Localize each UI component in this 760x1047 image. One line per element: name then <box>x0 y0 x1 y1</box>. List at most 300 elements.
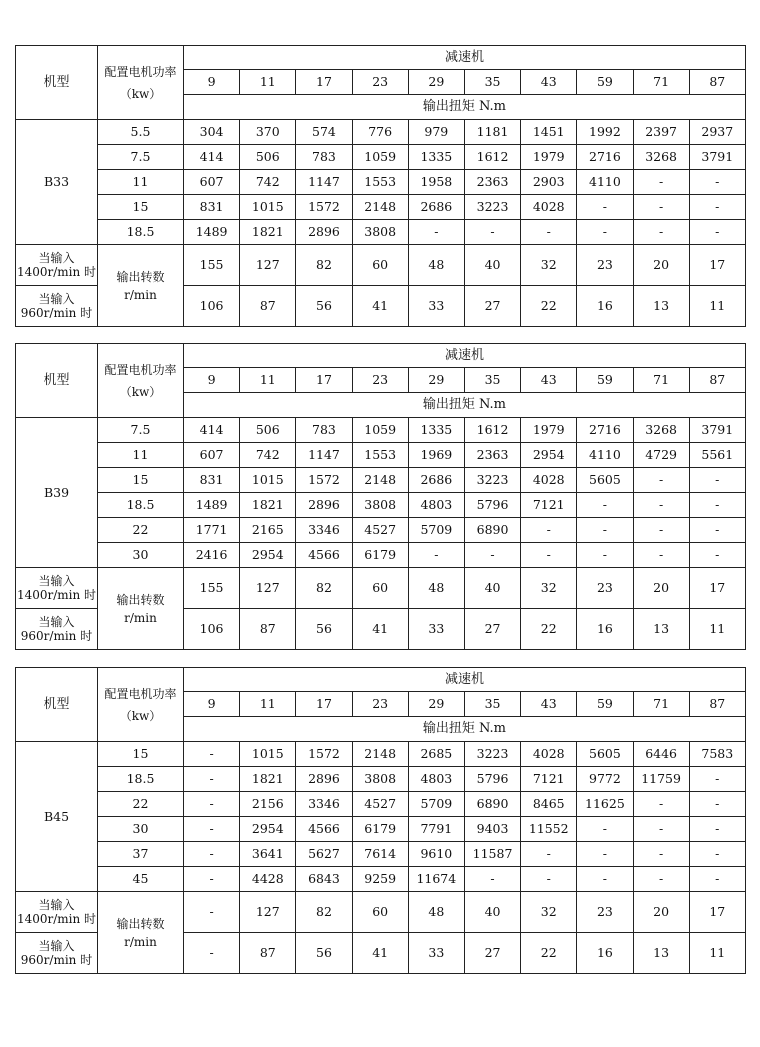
ratio-cell: 43 <box>521 70 577 95</box>
speed-value: 48 <box>408 245 464 286</box>
table-row <box>16 468 746 493</box>
speed-header <box>98 892 184 974</box>
torque-value: 6446 <box>633 742 689 767</box>
ratio-cell: 9 <box>184 70 240 95</box>
torque-value: 1015 <box>240 742 296 767</box>
torque-header: 输出扭矩 N.m <box>184 95 746 120</box>
torque-value: - <box>521 220 577 245</box>
torque-value: - <box>633 518 689 543</box>
torque-value: 5709 <box>408 518 464 543</box>
torque-value: 4110 <box>577 443 633 468</box>
ratio-cell: 35 <box>464 692 520 717</box>
torque-value: 2148 <box>352 468 408 493</box>
ratio-cell: 29 <box>408 70 464 95</box>
torque-value: - <box>633 468 689 493</box>
speed-value: 127 <box>240 245 296 286</box>
torque-value: 5605 <box>577 742 633 767</box>
torque-value: 2685 <box>408 742 464 767</box>
ratio-cell: 71 <box>633 692 689 717</box>
speed-value: 32 <box>521 892 577 933</box>
input-960-label: 当输入960r/min 时 <box>16 286 98 327</box>
reducer-header: 减速机 <box>184 344 746 368</box>
torque-value: 4527 <box>352 792 408 817</box>
torque-value: 742 <box>240 443 296 468</box>
speed-value: 17 <box>689 892 745 933</box>
table-row <box>16 443 746 468</box>
speed-value: 82 <box>296 568 352 609</box>
speed-value: 22 <box>521 933 577 974</box>
input-960-label: 当输入960r/min 时 <box>16 933 98 974</box>
torque-value: 414 <box>184 418 240 443</box>
speed-value: 48 <box>408 892 464 933</box>
ratio-cell: 43 <box>521 368 577 393</box>
motor-power-label: 配置电机功率 <box>104 686 177 701</box>
speed-value: 11 <box>689 286 745 327</box>
torque-value: 9403 <box>464 817 520 842</box>
motor-power: 37 <box>98 842 184 867</box>
torque-value: 1015 <box>240 195 296 220</box>
torque-value: 5709 <box>408 792 464 817</box>
speed-value: 106 <box>184 286 240 327</box>
torque-value: 831 <box>184 195 240 220</box>
torque-value: 2716 <box>577 418 633 443</box>
torque-value: 1572 <box>296 742 352 767</box>
torque-value: 607 <box>184 170 240 195</box>
speed-header <box>98 568 184 650</box>
motor-power-header <box>98 668 184 742</box>
torque-value: 7614 <box>352 842 408 867</box>
speed-value: 127 <box>240 568 296 609</box>
torque-value: 1451 <box>521 120 577 145</box>
spec-table-b45 <box>15 667 746 974</box>
motor-power: 30 <box>98 543 184 568</box>
spec-table-b33 <box>15 45 746 327</box>
torque-value: - <box>633 792 689 817</box>
speed-value: 20 <box>633 245 689 286</box>
torque-value: 2363 <box>464 443 520 468</box>
torque-value: 3223 <box>464 195 520 220</box>
torque-value: 3346 <box>296 518 352 543</box>
torque-value: 9772 <box>577 767 633 792</box>
model-name: B39 <box>16 418 98 568</box>
torque-value: 1612 <box>464 145 520 170</box>
ratio-cell: 59 <box>577 70 633 95</box>
torque-value: - <box>689 220 745 245</box>
torque-value: 783 <box>296 418 352 443</box>
ratio-cell: 71 <box>633 70 689 95</box>
speed-value: 33 <box>408 609 464 650</box>
ratio-cell: 35 <box>464 368 520 393</box>
model-header: 机型 <box>16 668 98 742</box>
torque-value: 1612 <box>464 418 520 443</box>
torque-value: 4729 <box>633 443 689 468</box>
torque-value: 1821 <box>240 767 296 792</box>
speed-value: 11 <box>689 933 745 974</box>
torque-value: - <box>464 867 520 892</box>
reducer-header: 减速机 <box>184 668 746 692</box>
ratio-cell: 11 <box>240 368 296 393</box>
torque-value: - <box>689 170 745 195</box>
torque-value: 2165 <box>240 518 296 543</box>
torque-value: 1992 <box>577 120 633 145</box>
torque-value: - <box>184 817 240 842</box>
torque-value: 9610 <box>408 842 464 867</box>
torque-value: - <box>577 867 633 892</box>
ratio-cell: 29 <box>408 692 464 717</box>
spec-table-b39 <box>15 343 746 650</box>
speed-value: 23 <box>577 892 633 933</box>
torque-value: 6890 <box>464 518 520 543</box>
speed-value: 16 <box>577 609 633 650</box>
input-1400-label: 当输入1400r/min 时 <box>16 892 98 933</box>
torque-value: - <box>577 220 633 245</box>
torque-header: 输出扭矩 N.m <box>184 393 746 418</box>
model-name: B45 <box>16 742 98 892</box>
torque-value: - <box>464 220 520 245</box>
torque-value: 2686 <box>408 468 464 493</box>
ratio-cell: 59 <box>577 368 633 393</box>
speed-value: 22 <box>521 609 577 650</box>
torque-value: 304 <box>184 120 240 145</box>
speed-value: 13 <box>633 609 689 650</box>
speed-value: 87 <box>240 933 296 974</box>
ratio-cell: 17 <box>296 692 352 717</box>
torque-value: - <box>689 468 745 493</box>
speed-value: - <box>184 933 240 974</box>
motor-power: 45 <box>98 867 184 892</box>
torque-value: 2148 <box>352 195 408 220</box>
speed-value: 127 <box>240 892 296 933</box>
speed-value: 60 <box>352 892 408 933</box>
motor-power: 5.5 <box>98 120 184 145</box>
torque-value: 2896 <box>296 220 352 245</box>
torque-value: - <box>633 842 689 867</box>
torque-value: 1489 <box>184 220 240 245</box>
torque-value: 11587 <box>464 842 520 867</box>
speed-row-1400 <box>16 892 746 933</box>
speed-value: 106 <box>184 609 240 650</box>
table-row <box>16 145 746 170</box>
torque-value: - <box>633 493 689 518</box>
torque-value: - <box>577 817 633 842</box>
speed-value: 16 <box>577 286 633 327</box>
torque-value: 4566 <box>296 817 352 842</box>
table-row <box>16 742 746 767</box>
speed-value: 23 <box>577 568 633 609</box>
torque-value: 506 <box>240 418 296 443</box>
torque-value: 2416 <box>184 543 240 568</box>
torque-value: 7121 <box>521 493 577 518</box>
torque-value: 1015 <box>240 468 296 493</box>
torque-value: 1335 <box>408 418 464 443</box>
torque-value: 2896 <box>296 767 352 792</box>
speed-value: 41 <box>352 933 408 974</box>
table-row <box>16 418 746 443</box>
torque-value: 2156 <box>240 792 296 817</box>
torque-value: - <box>184 842 240 867</box>
input-960-label: 当输入960r/min 时 <box>16 609 98 650</box>
torque-value: 5605 <box>577 468 633 493</box>
motor-power: 30 <box>98 817 184 842</box>
torque-value: 4803 <box>408 493 464 518</box>
torque-value: 3268 <box>633 145 689 170</box>
torque-value: 1147 <box>296 443 352 468</box>
ratio-cell: 9 <box>184 692 240 717</box>
torque-value: 2954 <box>240 543 296 568</box>
header-row <box>16 46 746 70</box>
torque-value: 1489 <box>184 493 240 518</box>
torque-value: - <box>464 543 520 568</box>
torque-value: 506 <box>240 145 296 170</box>
torque-value: 4028 <box>521 742 577 767</box>
motor-power: 11 <box>98 443 184 468</box>
table-row <box>16 220 746 245</box>
torque-value: 1553 <box>352 443 408 468</box>
torque-value: 4028 <box>521 468 577 493</box>
torque-value: 11674 <box>408 867 464 892</box>
speed-value: 13 <box>633 286 689 327</box>
torque-value: 3223 <box>464 742 520 767</box>
torque-value: 2148 <box>352 742 408 767</box>
torque-value: 5796 <box>464 767 520 792</box>
table-row <box>16 792 746 817</box>
reducer-header: 减速机 <box>184 46 746 70</box>
motor-power-label: 配置电机功率 <box>104 362 177 377</box>
ratio-cell: 35 <box>464 70 520 95</box>
speed-value: 40 <box>464 245 520 286</box>
model-name: B33 <box>16 120 98 245</box>
torque-value: - <box>689 493 745 518</box>
motor-power-unit: （kw） <box>119 384 162 399</box>
speed-value: 41 <box>352 609 408 650</box>
table-row <box>16 767 746 792</box>
header-row <box>16 344 746 368</box>
torque-value: 4527 <box>352 518 408 543</box>
torque-value: 3791 <box>689 145 745 170</box>
ratio-cell: 87 <box>689 368 745 393</box>
ratio-cell: 23 <box>352 70 408 95</box>
input-1400-label: 当输入1400r/min 时 <box>16 568 98 609</box>
torque-value: - <box>689 767 745 792</box>
motor-power: 18.5 <box>98 493 184 518</box>
torque-value: 1147 <box>296 170 352 195</box>
torque-value: 2397 <box>633 120 689 145</box>
torque-value: 4566 <box>296 543 352 568</box>
speed-value: 82 <box>296 892 352 933</box>
torque-value: - <box>521 842 577 867</box>
table-row <box>16 493 746 518</box>
speed-label: 输出转数 <box>116 269 165 284</box>
ratio-cell: 17 <box>296 368 352 393</box>
torque-value: 1821 <box>240 493 296 518</box>
torque-value: 3641 <box>240 842 296 867</box>
torque-value: 3346 <box>296 792 352 817</box>
speed-value: 27 <box>464 286 520 327</box>
table-row <box>16 195 746 220</box>
torque-value: 3808 <box>352 220 408 245</box>
torque-value: - <box>633 195 689 220</box>
torque-value: 1771 <box>184 518 240 543</box>
torque-value: - <box>577 518 633 543</box>
ratio-cell: 29 <box>408 368 464 393</box>
torque-value: 11759 <box>633 767 689 792</box>
torque-value: - <box>577 543 633 568</box>
torque-value: 3791 <box>689 418 745 443</box>
torque-value: 2903 <box>521 170 577 195</box>
torque-value: 7583 <box>689 742 745 767</box>
torque-value: - <box>184 867 240 892</box>
ratio-cell: 87 <box>689 692 745 717</box>
speed-value: 17 <box>689 568 745 609</box>
torque-value: 1553 <box>352 170 408 195</box>
torque-value: - <box>689 792 745 817</box>
torque-value: - <box>689 195 745 220</box>
torque-value: 6843 <box>296 867 352 892</box>
torque-value: 3808 <box>352 493 408 518</box>
torque-value: 11552 <box>521 817 577 842</box>
speed-value: 155 <box>184 245 240 286</box>
motor-power: 15 <box>98 195 184 220</box>
torque-value: 776 <box>352 120 408 145</box>
model-header: 机型 <box>16 46 98 120</box>
speed-value: 87 <box>240 609 296 650</box>
torque-value: 1059 <box>352 145 408 170</box>
motor-power: 15 <box>98 468 184 493</box>
torque-value: 11625 <box>577 792 633 817</box>
torque-value: 979 <box>408 120 464 145</box>
speed-unit: r/min <box>124 610 157 625</box>
motor-power-header <box>98 46 184 120</box>
speed-value: 16 <box>577 933 633 974</box>
speed-value: 60 <box>352 245 408 286</box>
torque-value: 574 <box>296 120 352 145</box>
speed-value: 82 <box>296 245 352 286</box>
speed-value: 56 <box>296 286 352 327</box>
torque-value: 1958 <box>408 170 464 195</box>
torque-value: - <box>689 867 745 892</box>
motor-power: 11 <box>98 170 184 195</box>
torque-value: 1979 <box>521 418 577 443</box>
motor-power-unit: （kw） <box>119 86 162 101</box>
torque-value: 3268 <box>633 418 689 443</box>
ratio-cell: 17 <box>296 70 352 95</box>
speed-value: 56 <box>296 609 352 650</box>
torque-value: 9259 <box>352 867 408 892</box>
torque-header: 输出扭矩 N.m <box>184 717 746 742</box>
ratio-cell: 9 <box>184 368 240 393</box>
torque-value: 783 <box>296 145 352 170</box>
speed-label: 输出转数 <box>116 916 165 931</box>
ratio-cell: 87 <box>689 70 745 95</box>
motor-power: 22 <box>98 518 184 543</box>
motor-power: 22 <box>98 792 184 817</box>
torque-value: - <box>689 817 745 842</box>
torque-value: - <box>408 220 464 245</box>
speed-value: 56 <box>296 933 352 974</box>
torque-value: 2716 <box>577 145 633 170</box>
motor-power: 7.5 <box>98 145 184 170</box>
speed-row-1400 <box>16 245 746 286</box>
speed-value: 27 <box>464 933 520 974</box>
torque-value: 1059 <box>352 418 408 443</box>
torque-value: 1572 <box>296 468 352 493</box>
torque-value: 8465 <box>521 792 577 817</box>
ratio-cell: 59 <box>577 692 633 717</box>
speed-value: 20 <box>633 568 689 609</box>
speed-value: 87 <box>240 286 296 327</box>
speed-value: 20 <box>633 892 689 933</box>
speed-value: 32 <box>521 245 577 286</box>
input-1400-label: 当输入1400r/min 时 <box>16 245 98 286</box>
torque-value: 370 <box>240 120 296 145</box>
torque-value: - <box>633 170 689 195</box>
ratio-cell: 23 <box>352 692 408 717</box>
ratio-cell: 23 <box>352 368 408 393</box>
table-row <box>16 817 746 842</box>
torque-value: 7121 <box>521 767 577 792</box>
torque-value: - <box>184 792 240 817</box>
table-row <box>16 170 746 195</box>
torque-value: 414 <box>184 145 240 170</box>
header-row <box>16 668 746 692</box>
speed-value: 40 <box>464 568 520 609</box>
torque-value: 1821 <box>240 220 296 245</box>
torque-value: 607 <box>184 443 240 468</box>
table-row <box>16 518 746 543</box>
torque-value: 1335 <box>408 145 464 170</box>
table-row <box>16 842 746 867</box>
torque-value: 6179 <box>352 543 408 568</box>
torque-value: 2686 <box>408 195 464 220</box>
speed-value: 60 <box>352 568 408 609</box>
torque-value: 5627 <box>296 842 352 867</box>
table-row <box>16 543 746 568</box>
torque-value: 2363 <box>464 170 520 195</box>
torque-value: 2937 <box>689 120 745 145</box>
speed-value: 27 <box>464 609 520 650</box>
torque-value: - <box>577 842 633 867</box>
torque-value: 1572 <box>296 195 352 220</box>
speed-value: - <box>184 892 240 933</box>
speed-value: 33 <box>408 933 464 974</box>
torque-value: 2896 <box>296 493 352 518</box>
speed-value: 11 <box>689 609 745 650</box>
speed-header <box>98 245 184 327</box>
torque-value: 4803 <box>408 767 464 792</box>
speed-value: 40 <box>464 892 520 933</box>
torque-value: - <box>689 842 745 867</box>
torque-value: 5561 <box>689 443 745 468</box>
torque-value: 4028 <box>521 195 577 220</box>
torque-value: 7791 <box>408 817 464 842</box>
torque-value: - <box>184 767 240 792</box>
motor-power: 7.5 <box>98 418 184 443</box>
speed-row-1400 <box>16 568 746 609</box>
torque-value: 3808 <box>352 767 408 792</box>
motor-power-unit: （kw） <box>119 708 162 723</box>
ratio-cell: 71 <box>633 368 689 393</box>
speed-unit: r/min <box>124 934 157 949</box>
torque-value: - <box>633 867 689 892</box>
torque-value: - <box>633 817 689 842</box>
motor-power-header <box>98 344 184 418</box>
speed-value: 17 <box>689 245 745 286</box>
ratio-cell: 11 <box>240 70 296 95</box>
speed-value: 13 <box>633 933 689 974</box>
table-row <box>16 867 746 892</box>
torque-value: 1181 <box>464 120 520 145</box>
torque-value: - <box>577 195 633 220</box>
